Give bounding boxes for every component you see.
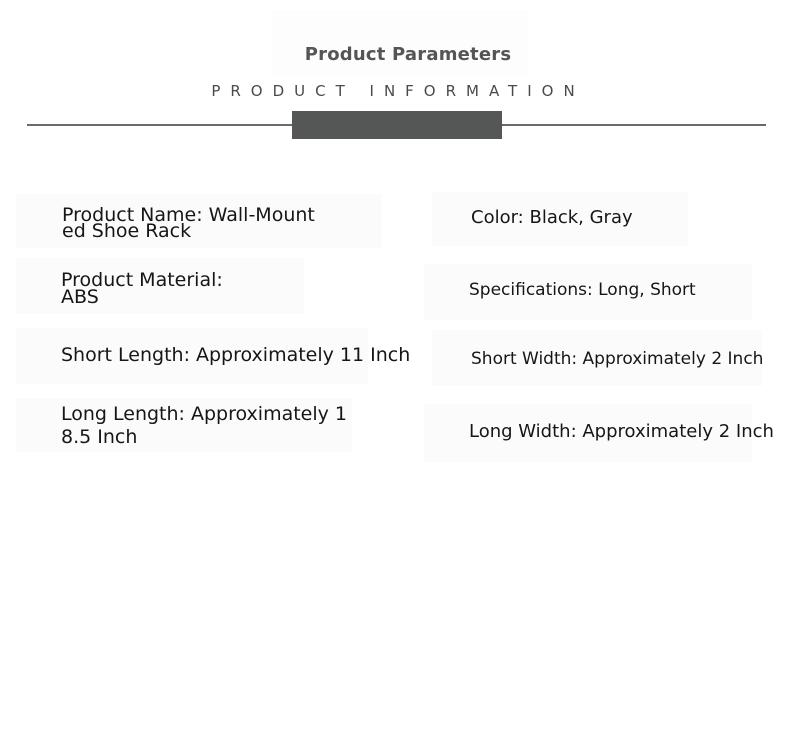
divider-bar: [292, 111, 502, 139]
short-length-value: Short Length: Approximately 11 Inch: [61, 344, 411, 366]
short-width-value: Short Width: Approximately 2 Inch: [471, 349, 764, 369]
long-length-line1: Long Length: Approximately 1: [61, 403, 348, 425]
specifications-value: Specifications: Long, Short: [469, 280, 696, 300]
page-subtitle: PRODUCT INFORMATION: [211, 82, 585, 100]
page-title: Product Parameters: [304, 44, 512, 65]
product-name-line1: Product Name: Wall-Mount: [62, 204, 315, 226]
product-material-line1: Product Material:: [61, 269, 223, 291]
title-background: [272, 10, 528, 76]
color-value: Color: Black, Gray: [471, 207, 633, 228]
product-name-line2: ed Shoe Rack: [62, 220, 192, 242]
long-length-line2: 8.5 Inch: [61, 426, 138, 448]
product-material-line2: ABS: [61, 286, 99, 308]
long-width-value: Long Width: Approximately 2 Inch: [469, 421, 774, 442]
